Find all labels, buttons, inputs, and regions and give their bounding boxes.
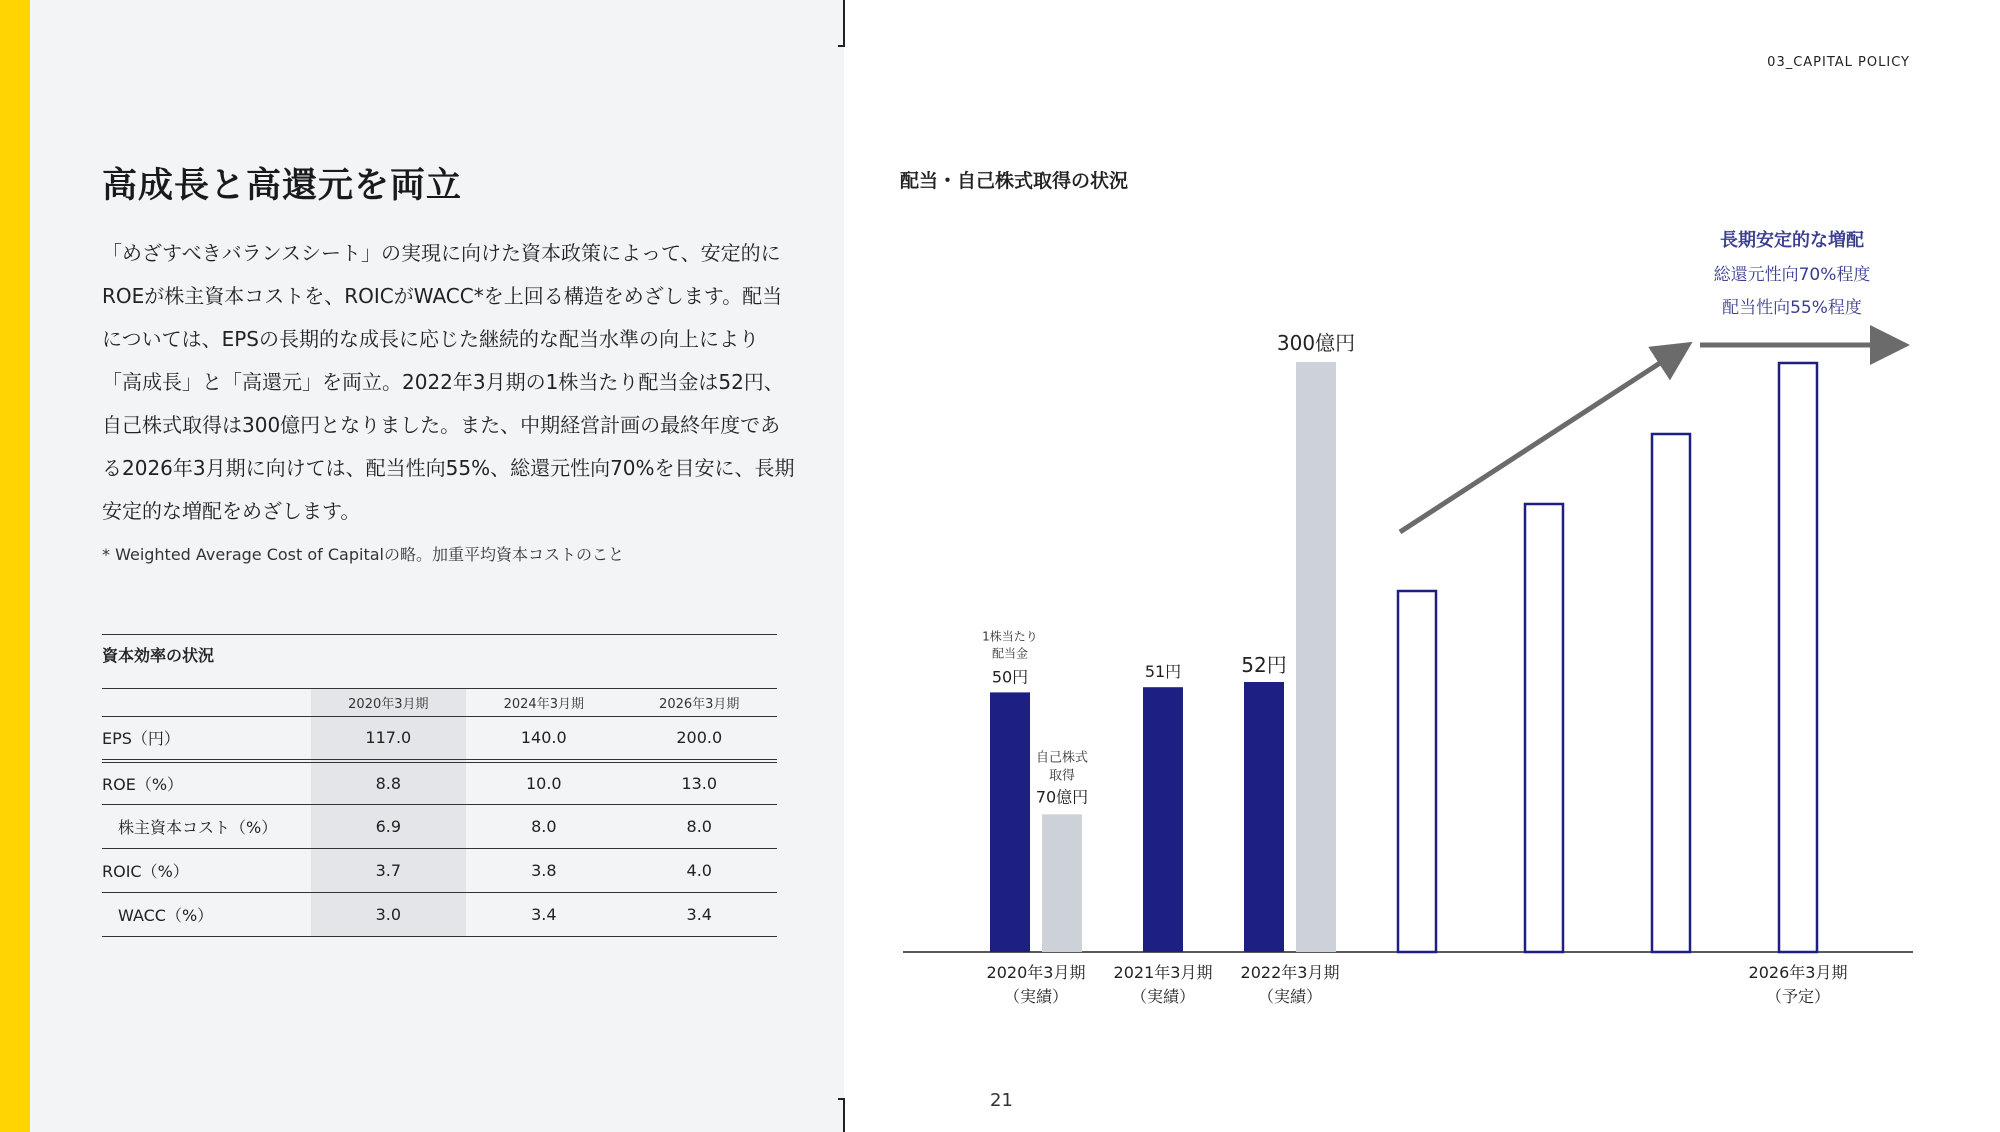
capital-efficiency-table xyxy=(102,688,777,937)
x-axis-label: 2026年3月期 xyxy=(1748,963,1848,982)
planned-outline-bar xyxy=(1525,504,1563,952)
crop-mark-top-tick xyxy=(838,45,845,47)
buyback-value-label: 70億円 xyxy=(1035,787,1089,807)
table-cell: 8.0 xyxy=(466,805,621,849)
row-label: ROE（%） xyxy=(102,761,311,805)
buyback-bar xyxy=(1042,814,1082,952)
target-payout-ratio: 配当性向55%程度 xyxy=(1722,298,1862,318)
table-top-rule xyxy=(102,634,777,635)
dividend-value-label: 52円 xyxy=(1241,653,1287,677)
table-cell: 13.0 xyxy=(622,761,777,805)
table-header-cell: 2020年3月期 xyxy=(311,689,466,717)
row-label: WACC（%） xyxy=(102,893,311,937)
chart-title: 配当・自己株式取得の状況 xyxy=(900,170,1129,192)
x-axis-label: （実績） xyxy=(1003,987,1069,1006)
planned-outline-bar xyxy=(1652,434,1690,952)
dividend-bar xyxy=(1244,682,1284,952)
paragraph-line: 安定的な増配をめざします。 xyxy=(102,499,361,523)
table-header-cell: 2026年3月期 xyxy=(622,689,777,717)
table-cell: 3.4 xyxy=(466,893,621,937)
row-label: 株主資本コスト（%） xyxy=(102,805,311,849)
x-axis-label: 2021年3月期 xyxy=(1113,963,1213,982)
table-cell: 200.0 xyxy=(622,717,777,761)
dividend-bar xyxy=(1143,687,1183,952)
table-row xyxy=(102,717,777,761)
paragraph-line: 自己株式取得は300億円となりました。また、中期経営計画の最終年度であ xyxy=(102,413,781,437)
dividend-series-label: 1株当たり xyxy=(982,629,1038,644)
row-label: ROIC（%） xyxy=(102,849,311,893)
table-cell: 140.0 xyxy=(466,717,621,761)
buyback-value-label: 300億円 xyxy=(1276,331,1356,355)
table-cell: 10.0 xyxy=(466,761,621,805)
table-title: 資本効率の状況 xyxy=(102,646,215,665)
crop-mark-bottom xyxy=(843,1098,845,1132)
dividend-chart xyxy=(860,200,1940,1020)
target-heading: 長期安定的な増配 xyxy=(1720,230,1864,251)
footnote: * Weighted Average Cost of Capitalの略。加重平均資本コストのこと xyxy=(102,545,624,564)
paragraph-line: については、EPSの長期的な成長に応じた継続的な配当水準の向上により xyxy=(102,327,759,351)
planned-outline-bar xyxy=(1779,363,1817,952)
target-total-return: 総還元性向70%程度 xyxy=(1713,265,1871,285)
table-row xyxy=(102,761,777,805)
paragraph-line: 「めざすべきバランスシート」の実現に向けた資本政策によって、安定的に xyxy=(102,241,781,265)
table-row xyxy=(102,849,777,893)
buyback-series-label: 自己株式 xyxy=(1035,750,1089,766)
paragraph-line: 「高成長」と「高還元」を両立。2022年3月期の1株当たり配当金は52円、 xyxy=(102,370,784,394)
table-cell: 4.0 xyxy=(622,849,777,893)
table-row xyxy=(102,805,777,849)
table-header-row xyxy=(102,689,777,717)
paragraph-line: る2026年3月期に向けては、配当性向55%、総還元性向70%を目安に、長期 xyxy=(102,456,795,480)
dividend-value-label: 50円 xyxy=(991,667,1029,687)
buyback-bar xyxy=(1296,362,1336,952)
crop-mark-bottom-tick xyxy=(838,1098,845,1100)
body-paragraph xyxy=(102,232,795,533)
page-title: 高成長と高還元を両立 xyxy=(102,166,463,206)
table-header-cell xyxy=(102,689,311,717)
table-cell: 3.0 xyxy=(311,893,466,937)
chart-marks xyxy=(903,229,1913,1006)
accent-bar xyxy=(0,0,30,1132)
x-axis-label: （実績） xyxy=(1130,987,1196,1006)
planned-outline-bar xyxy=(1398,591,1436,952)
dividend-value-label: 51円 xyxy=(1144,662,1182,682)
section-label: 03_CAPITAL POLICY xyxy=(1767,55,1910,70)
table-row xyxy=(102,893,777,937)
dividend-series-label: 配当金 xyxy=(991,646,1029,661)
table-cell: 117.0 xyxy=(311,717,466,761)
buyback-series-label: 取得 xyxy=(1048,768,1076,784)
row-label: EPS（円） xyxy=(102,717,311,761)
paragraph-line: ROEが株主資本コストを、ROICがWACC*を上回る構造をめざします。配当 xyxy=(102,284,783,308)
dividend-bar xyxy=(990,692,1030,952)
table-header-cell: 2024年3月期 xyxy=(466,689,621,717)
x-axis-label: 2022年3月期 xyxy=(1240,963,1340,982)
crop-mark-top xyxy=(843,0,845,47)
table-cell: 8.0 xyxy=(622,805,777,849)
table-cell: 8.8 xyxy=(311,761,466,805)
table-cell: 3.4 xyxy=(622,893,777,937)
x-axis-label: 2020年3月期 xyxy=(986,963,1086,982)
table-cell: 3.7 xyxy=(311,849,466,893)
table-cell: 6.9 xyxy=(311,805,466,849)
table-cell: 3.8 xyxy=(466,849,621,893)
page-number: 21 xyxy=(990,1090,1013,1111)
x-axis-label: （実績） xyxy=(1257,987,1323,1006)
x-axis-label: （予定） xyxy=(1765,987,1831,1006)
